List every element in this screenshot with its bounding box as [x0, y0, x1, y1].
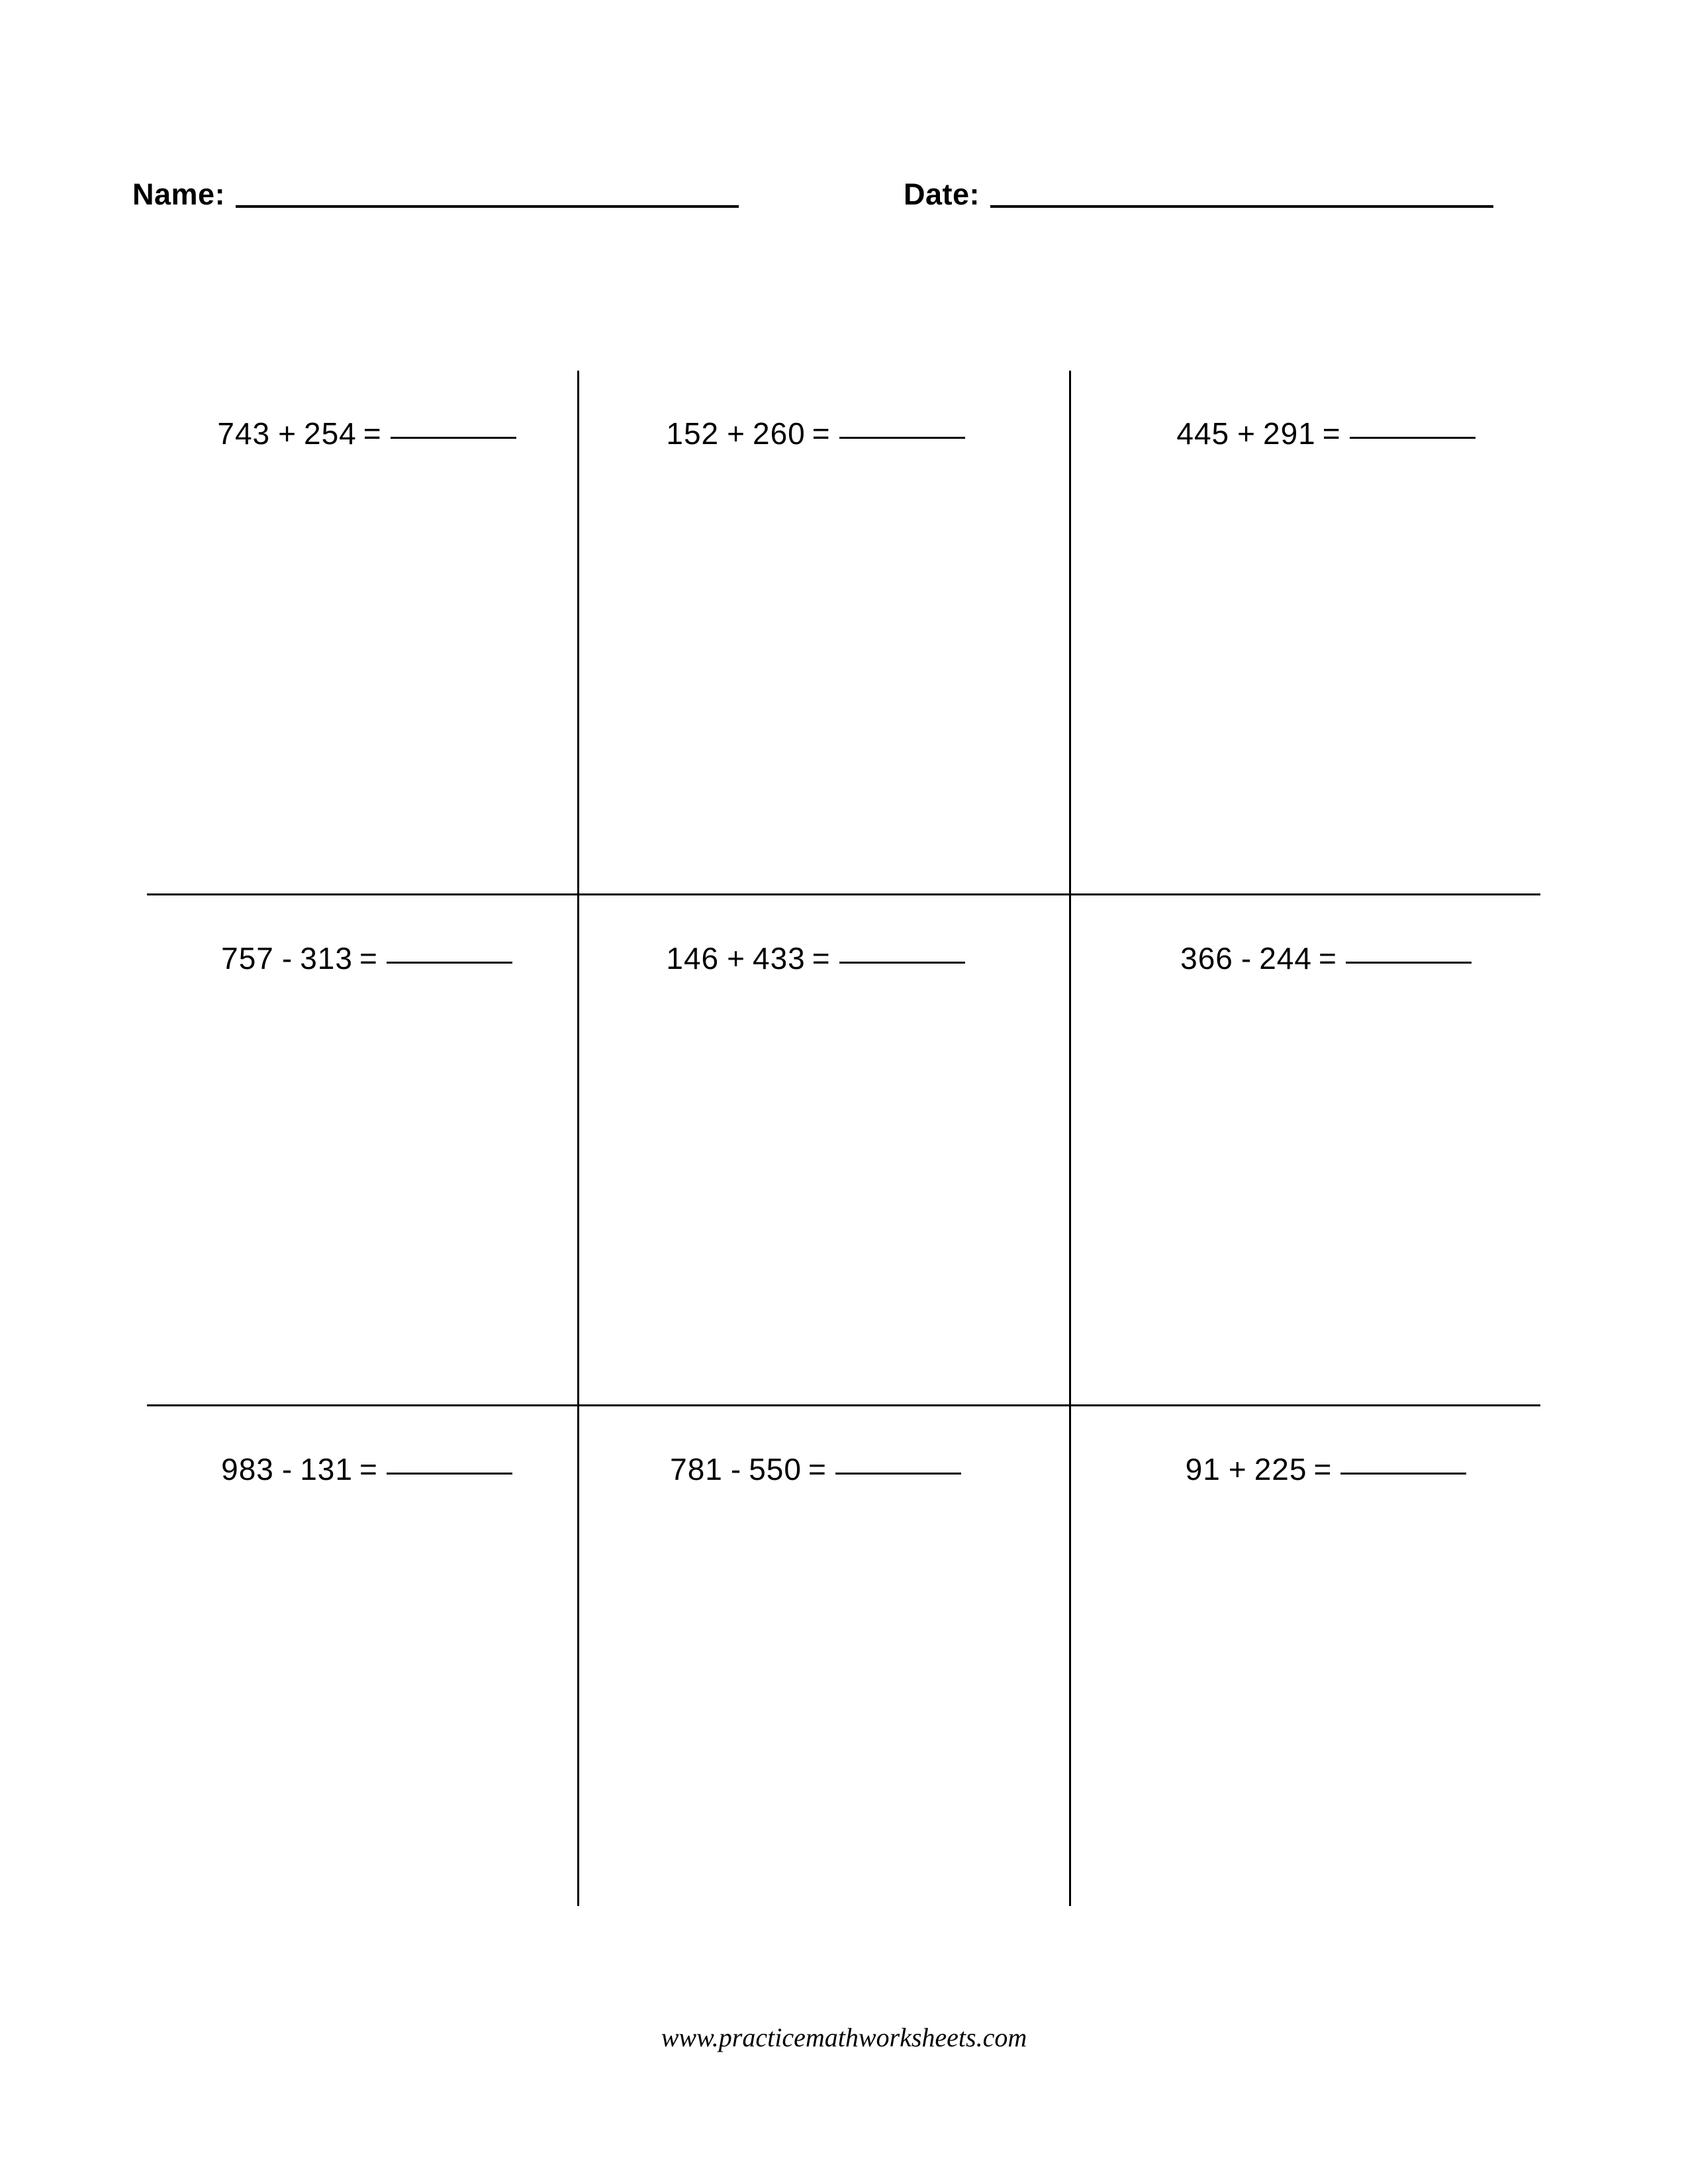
operand-left: 146 [666, 941, 720, 976]
operand-right: 291 [1263, 416, 1316, 451]
equals-sign: = [812, 416, 830, 451]
problem-cell [584, 895, 1047, 1405]
problem-cell [1076, 895, 1539, 1405]
problem-expression [584, 1454, 1047, 1484]
equals-sign: = [808, 1452, 826, 1486]
operator-symbol: - [1241, 941, 1252, 976]
operand-right: 225 [1254, 1452, 1307, 1486]
operand-left: 983 [221, 1452, 274, 1486]
problem-cell [584, 1406, 1047, 1916]
equals-sign: = [1313, 1452, 1332, 1486]
answer-blank[interactable] [1350, 436, 1476, 439]
answer-blank[interactable] [391, 436, 516, 439]
problem-expression [135, 1454, 598, 1484]
answer-blank[interactable] [835, 1472, 961, 1475]
footer-url: www.practicemathworksheets.com [661, 2023, 1027, 2052]
operator-symbol: + [727, 941, 745, 976]
operand-left: 445 [1176, 416, 1230, 451]
problem-expression [135, 418, 598, 449]
operator-symbol: + [1237, 416, 1255, 451]
answer-blank[interactable] [1340, 1472, 1466, 1475]
date-input-line[interactable] [990, 205, 1493, 208]
operand-right: 313 [300, 941, 353, 976]
answer-blank[interactable] [1346, 961, 1472, 964]
answer-blank[interactable] [839, 436, 965, 439]
date-label: Date: [904, 177, 980, 211]
problem-cell [1076, 371, 1539, 880]
operand-right: 131 [300, 1452, 353, 1486]
problem-expression [1094, 943, 1558, 974]
operand-left: 757 [221, 941, 274, 976]
equals-sign: = [359, 941, 377, 976]
name-field-group [132, 165, 739, 212]
problem-expression [584, 943, 1047, 974]
problem-expression [135, 943, 598, 974]
grid-vertical-divider-2 [1069, 371, 1071, 1906]
operand-left: 366 [1180, 941, 1233, 976]
operand-left: 91 [1185, 1452, 1221, 1486]
problem-cell [147, 1406, 610, 1916]
operator-symbol: - [281, 1452, 293, 1486]
problem-expression [1094, 418, 1558, 449]
operand-left: 743 [217, 416, 271, 451]
equals-sign: = [363, 416, 381, 451]
operator-symbol: + [278, 416, 296, 451]
answer-blank[interactable] [839, 961, 965, 964]
operand-right: 254 [304, 416, 357, 451]
problem-cell [1076, 1406, 1539, 1916]
worksheet-header [132, 165, 1556, 225]
operand-right: 433 [753, 941, 806, 976]
operand-left: 781 [670, 1452, 723, 1486]
problem-grid [147, 371, 1540, 1906]
name-input-line[interactable] [236, 205, 739, 208]
problem-cell [147, 371, 610, 880]
operator-symbol: + [1228, 1452, 1246, 1486]
operand-right: 244 [1259, 941, 1312, 976]
equals-sign: = [1318, 941, 1336, 976]
date-field-group [904, 165, 1493, 212]
operator-symbol: + [727, 416, 745, 451]
answer-blank[interactable] [387, 1472, 512, 1475]
problem-cell [147, 895, 610, 1405]
equals-sign: = [812, 941, 830, 976]
problem-expression [584, 418, 1047, 449]
operator-symbol: - [730, 1452, 741, 1486]
equals-sign: = [1322, 416, 1340, 451]
operand-right: 260 [753, 416, 806, 451]
problem-cell [584, 371, 1047, 880]
answer-blank[interactable] [387, 961, 512, 964]
name-label: Name: [132, 177, 226, 211]
operand-right: 550 [749, 1452, 802, 1486]
problem-expression [1094, 1454, 1558, 1484]
operand-left: 152 [666, 416, 720, 451]
equals-sign: = [359, 1452, 377, 1486]
operator-symbol: - [281, 941, 293, 976]
